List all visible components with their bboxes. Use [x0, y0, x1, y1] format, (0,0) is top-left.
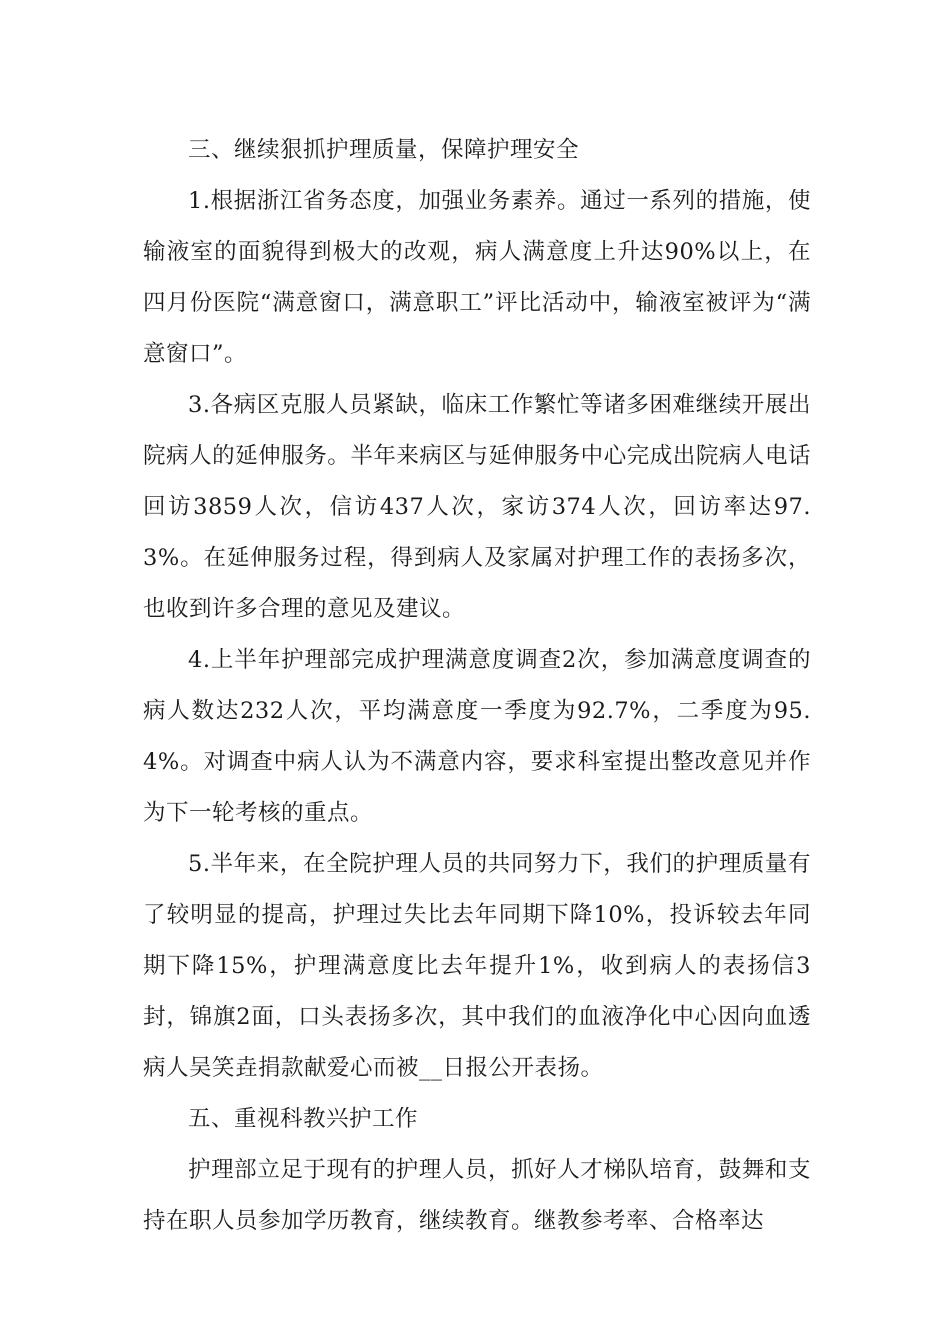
paragraph-training: 护理部立足于现有的护理人员，抓好人才梯队培育，鼓舞和支持在职人员参加学历教育，继续教育。继教参考率、合格率达 — [143, 1157, 811, 1234]
document-body — [143, 125, 811, 1247]
section-heading-3: 三、继续狠抓护理质量，保障护理安全 — [188, 137, 580, 163]
paragraph-item-5: 5.半年来，在全院护理人员的共同努力下，我们的护理质量有了较明显的提高，护理过失比去年同期下降10%，投诉较去年同期下降15%，护理满意度比去年提升1%，收到病人的表扬信3封，锦旗2面，口头表扬多次，其中我们的血液净化中心因向血透病人吴笑垚捐款献爱心而被__日报公开表扬。 — [143, 851, 811, 1081]
paragraph-item-3: 3.各病区克服人员紧缺，临床工作繁忙等诸多困难继续开展出院病人的延伸服务。半年来病区与延伸服务中心完成出院病人电话回访3859人次，信访437人次，家访374人次，回访率达97.3%。在延伸服务过程，得到病人及家属对护理工作的表扬多次，也收到许多合理的意见及建议。 — [143, 392, 811, 622]
paragraph-item-4: 4.上半年护理部完成护理满意度调查2次，参加满意度调查的病人数达232人次，平均满意度一季度为92.7%，二季度为95.4%。对调查中病人认为不满意内容，要求科室提出整改意见并作为下一轮考核的重点。 — [143, 647, 811, 826]
paragraph-item-1: 1.根据浙江省务态度，加强业务素养。通过一系列的措施，使输液室的面貌得到极大的改观，病人满意度上升达90%以上，在四月份医院“满意窗口，满意职工”评比活动中，输液室被评为“满意窗口”。 — [143, 188, 811, 367]
section-heading-5: 五、重视科教兴护工作 — [188, 1106, 419, 1132]
